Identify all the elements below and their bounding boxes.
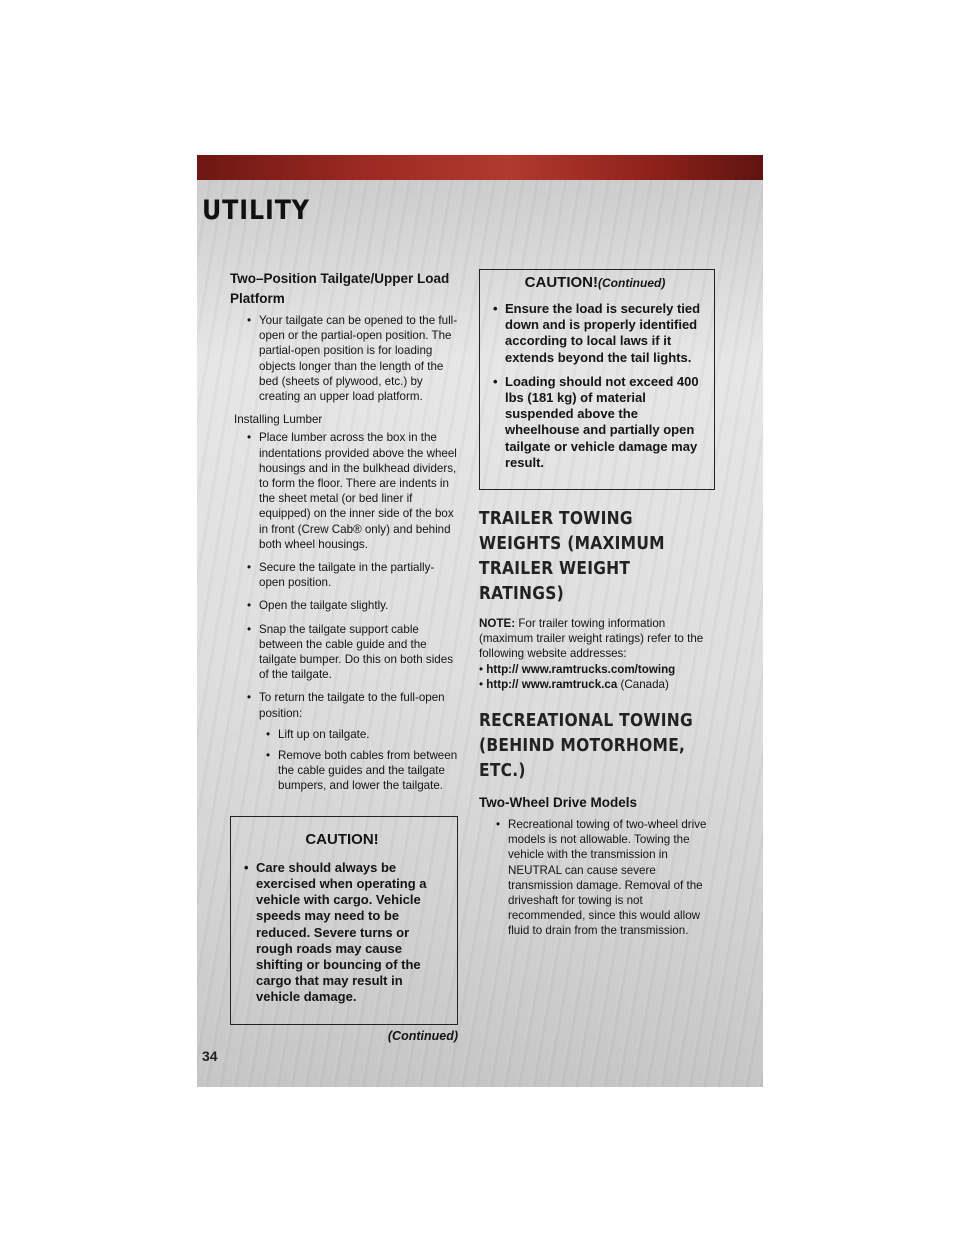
list-item: • Recreational towing of two-wheel drive models is not allowable. Towing the vehicle with the transmission in NEUTRAL can cause severe transmission damage. Removal of the driveshaft for towing is not recommended, since this would allow fluid to drain from the transmission. <box>489 817 715 939</box>
return-step-text: To return the tailgate to the full-open position: <box>259 691 445 720</box>
caution-continued-title <box>486 272 704 291</box>
installing-lumber-label: Installing Lumber <box>234 413 323 427</box>
two-wheel-heading: Two-Wheel Drive Models <box>479 795 638 811</box>
caution-title: CAUTION! <box>524 274 598 291</box>
caution-box <box>230 816 458 1025</box>
caution-list <box>486 301 704 471</box>
list-item: • Lift up on tailgate. <box>259 727 458 742</box>
caution-item: • Care should always be exercised when operating a vehicle with cargo. Vehicle speeds may need to be reduced. Severe turns or rough roads may cause shifting or bouncing of the cargo that may result in vehicle damage. <box>237 860 447 1006</box>
header-band <box>197 155 763 180</box>
link-line: • http:// www.ramtruck.ca (Canada) <box>479 677 669 691</box>
tailgate-list <box>230 313 458 404</box>
caution-list <box>237 860 447 1006</box>
note-label: NOTE: <box>479 617 516 631</box>
page-number: 34 <box>202 1048 218 1064</box>
return-substeps <box>259 727 458 794</box>
continued-label: (Continued) <box>387 1028 458 1043</box>
list-item: • Snap the tailgate support cable between the cable guide and the tailgate bumper. Do this on both sides of the tailgate. <box>240 622 458 683</box>
tailgate-heading: Two–Position Tailgate/Upper Load Platform <box>230 271 450 306</box>
note-paragraph <box>479 616 715 662</box>
towing-link-us[interactable]: http:// www.ramtrucks.com/towing <box>486 662 676 676</box>
list-item: • Place lumber across the box in the indentations provided above the wheel housings and in the bulkhead dividers, to form the floor. There are indents in the sheet metal (or bed liner if equipped) on the inner side of the box in front (Crew Cab® only) and behind both wheel housings. <box>240 430 458 552</box>
towing-link-canada[interactable]: http:// www.ramtruck.ca <box>486 677 618 691</box>
caution-continued-box <box>479 269 715 490</box>
trailer-towing-heading: TRAILER TOWING WEIGHTS (MAXIMUM TRAILER WEIGHT RATINGS) <box>479 508 665 605</box>
link-suffix: (Canada) <box>620 677 669 691</box>
caution-item: • Ensure the load is securely tied down and is properly identified according to local laws if it extends beyond the tail lights. <box>486 301 704 366</box>
two-wheel-list <box>479 817 715 939</box>
list-item: • Secure the tailgate in the partially-open position. <box>240 560 458 590</box>
recreational-towing-heading: RECREATIONAL TOWING (BEHIND MOTORHOME, ETC.) <box>479 710 693 782</box>
section-title: UTILITY <box>202 195 310 226</box>
installing-steps <box>230 430 458 793</box>
manual-page <box>197 155 763 1087</box>
left-column <box>230 269 458 1043</box>
caution-continued-label: (Continued) <box>598 276 666 290</box>
link-line: • http:// www.ramtrucks.com/towing <box>479 662 676 676</box>
right-column <box>479 269 715 947</box>
caution-title: CAUTION! <box>305 830 379 848</box>
caution-item: • Loading should not exceed 400 lbs (181 kg) of material suspended above the wheelhouse and partially open tailgate or vehicle damage may result. <box>486 374 704 471</box>
list-item <box>240 690 458 793</box>
note-text: For trailer towing information (maximum trailer weight ratings) refer to the following website addresses: <box>479 617 704 661</box>
list-item: • Open the tailgate slightly. <box>240 598 458 613</box>
list-item: • Remove both cables from between the cable guides and the tailgate bumpers, and lower the tailgate. <box>259 748 458 794</box>
tailgate-bullet: • Your tailgate can be opened to the full-open or the partial-open position. The partial-open position is for loading objects longer than the length of the bed (sheets of plywood, etc.) by creating an upper load platform. <box>240 313 458 404</box>
